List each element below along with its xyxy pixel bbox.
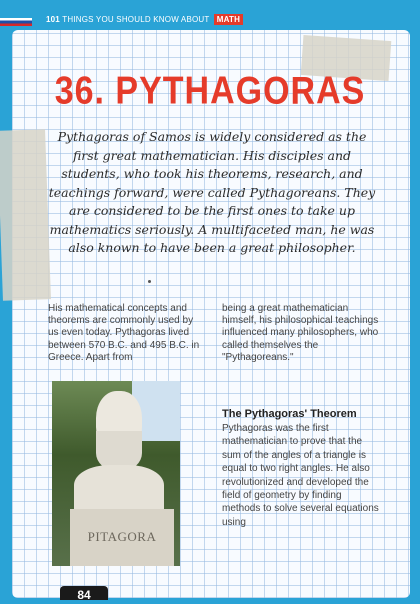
page-header: [0, 0, 420, 34]
header-title: THINGS YOU SHOULD KNOW ABOUT: [62, 15, 210, 24]
plinth-inscription: PITAGORA: [87, 529, 157, 544]
bust-chest: [74, 465, 164, 515]
page-number: 84: [60, 586, 108, 600]
theorem-heading: The Pythagoras' Theorem: [222, 408, 357, 420]
math-tag: MATH: [214, 14, 243, 25]
flag-icon: [0, 18, 32, 26]
header-number: 101: [46, 15, 60, 24]
body-column-right: being a great mathematician himself, his philosophical teachings influenced many philosophers, who called themselves the "Pythagoreans.": [222, 303, 379, 363]
intro-paragraph: Pythagoras of Samos is widely considered as the first great mathematician. His disciples and students, who took his theorems, research, and teachings forward, were called Pythagoreans. They are considered to be the first ones to take up mathematics seriously. A multifaceted man, he was also known to have been a great philosopher.: [48, 129, 376, 255]
theorem-body: Pythagoras was the first mathematician to prove that the sum of the angles of a triangle is equal to two right angles. He also revolutionized and developed the field of geometry by finding methods to solve several equations using: [222, 423, 379, 528]
tape-left: [0, 129, 51, 301]
page-title: 36. PYTHAGORAS: [54, 69, 366, 113]
pythagoras-bust-photo: [52, 381, 180, 566]
dot-mark: [148, 280, 151, 283]
body-column-left: His mathematical concepts and theorems are commonly used by us even today. Pythagoras lived between 570 B.C. and 495 B.C. in Greece. Apart from: [48, 303, 200, 363]
header-text: [46, 15, 243, 24]
